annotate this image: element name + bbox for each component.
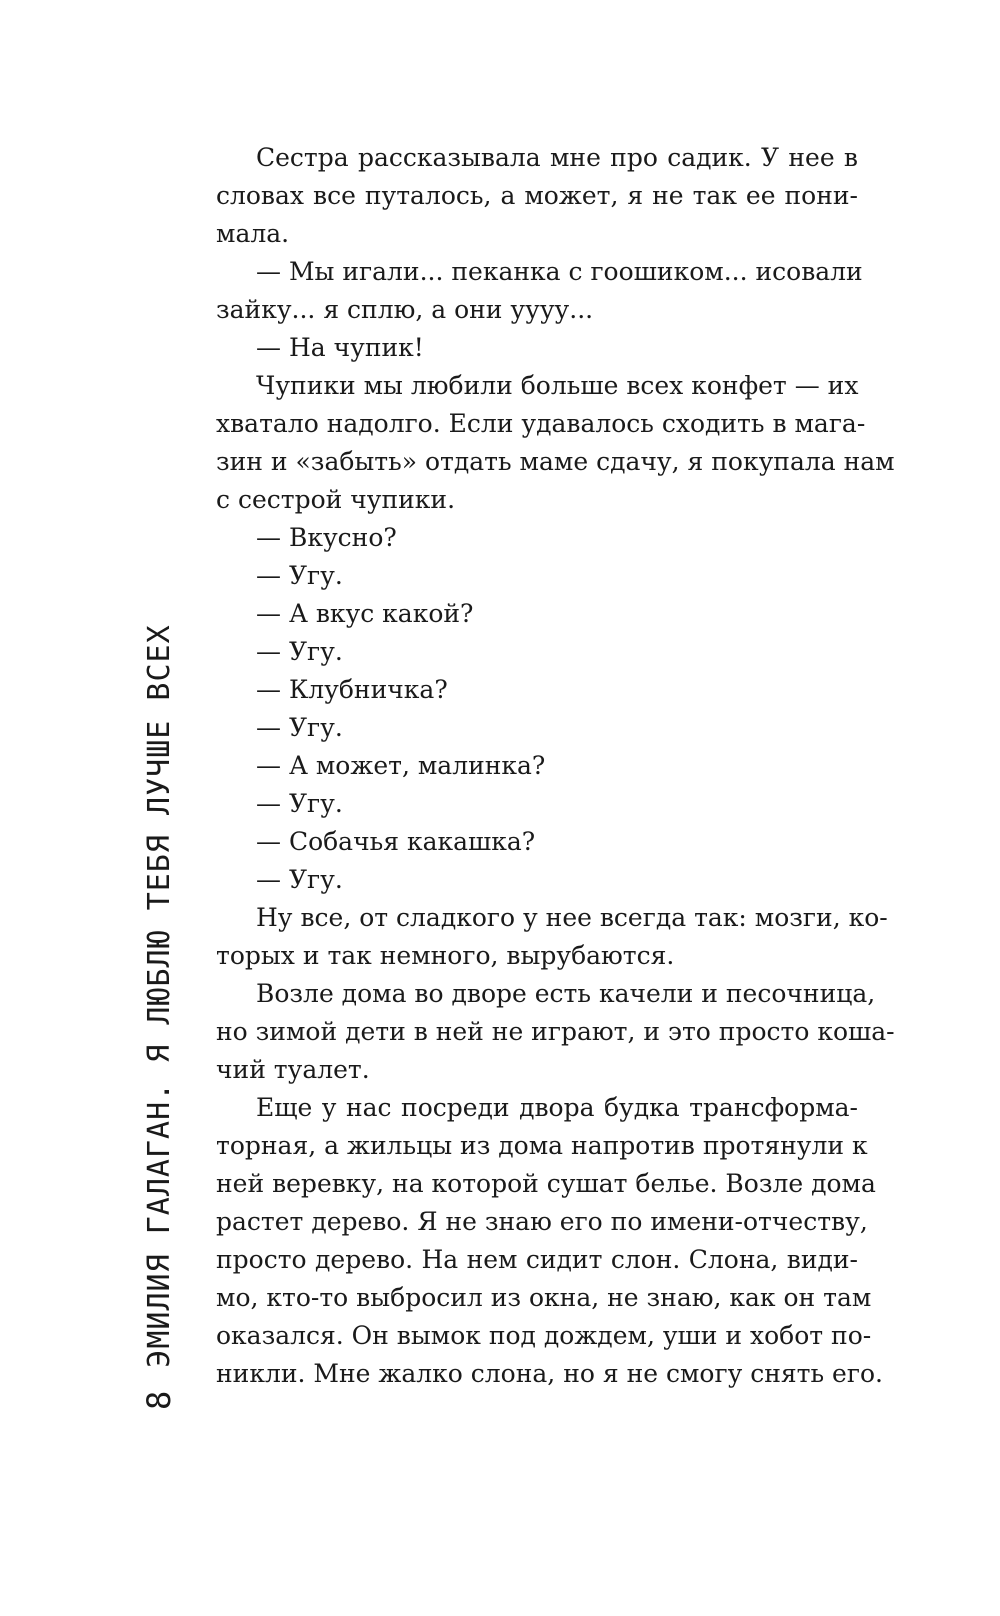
text-line: ней веревку, на которой сушат белье. Возле дома bbox=[216, 1169, 876, 1198]
text-line: — Клубничка? bbox=[256, 675, 448, 704]
text-line: но зимой дети в ней не играют, и это просто коша- bbox=[216, 1017, 895, 1046]
text-line: никли. Мне жалко слона, но я не смогу снять его. bbox=[216, 1359, 883, 1388]
text-line: оказался. Он вымок под дождем, уши и хобот по- bbox=[216, 1321, 872, 1350]
text-line: торых и так немного, вырубаются. bbox=[216, 941, 675, 970]
text-line: растет дерево. Я не знаю его по имени-отчеству, bbox=[216, 1207, 868, 1236]
text-line: Возле дома во дворе есть качели и песочница, bbox=[256, 979, 876, 1008]
text-line: — Вкусно? bbox=[256, 523, 397, 552]
text-line: — Угу. bbox=[256, 637, 343, 666]
text-line: зин и «забыть» отдать маме сдачу, я покупала нам bbox=[216, 447, 895, 476]
body-text bbox=[216, 139, 895, 1393]
page-number: 8 bbox=[140, 1389, 178, 1410]
text-line: Ну все, от сладкого у нее всегда так: мозги, ко- bbox=[256, 903, 888, 932]
text-line: просто дерево. На нем сидит слон. Слона, види- bbox=[216, 1245, 858, 1274]
text-line: — Угу. bbox=[256, 713, 343, 742]
text-line: хватало надолго. Если удавалось сходить в мага- bbox=[216, 409, 866, 438]
text-line: чий туалет. bbox=[216, 1055, 370, 1084]
running-header-title: ЭМИЛИЯ ГАЛАГАН. Я ЛЮБЛЮ ТЕБЯ ЛУЧШЕ ВСЕХ bbox=[141, 624, 177, 1368]
text-line: — Угу. bbox=[256, 789, 343, 818]
text-line: — А может, малинка? bbox=[256, 751, 546, 780]
text-line: Еще у нас посреди двора будка трансформа- bbox=[256, 1093, 858, 1122]
text-line: — Угу. bbox=[256, 865, 343, 894]
text-line: — На чупик! bbox=[256, 333, 424, 362]
text-line: зайку... я сплю, а они уууу... bbox=[216, 295, 594, 324]
text-line: торная, а жильцы из дома напротив протянули к bbox=[216, 1131, 868, 1160]
text-line: — А вкус какой? bbox=[256, 599, 474, 628]
text-line: Чупики мы любили больше всех конфет — их bbox=[256, 371, 859, 400]
text-line: с сестрой чупики. bbox=[216, 485, 456, 514]
text-line: мо, кто-то выбросил из окна, не знаю, как он там bbox=[216, 1283, 872, 1312]
running-header bbox=[140, 624, 178, 1410]
text-line: — Угу. bbox=[256, 561, 343, 590]
text-line: — Собачья какашка? bbox=[256, 827, 536, 856]
text-line: словах все путалось, а может, я не так ее пони- bbox=[216, 181, 858, 210]
text-line: мала. bbox=[216, 219, 290, 248]
text-line: Сестра рассказывала мне про садик. У нее в bbox=[256, 143, 858, 172]
text-line: — Мы игали... пеканка с гоошиком... исовали bbox=[256, 257, 863, 286]
